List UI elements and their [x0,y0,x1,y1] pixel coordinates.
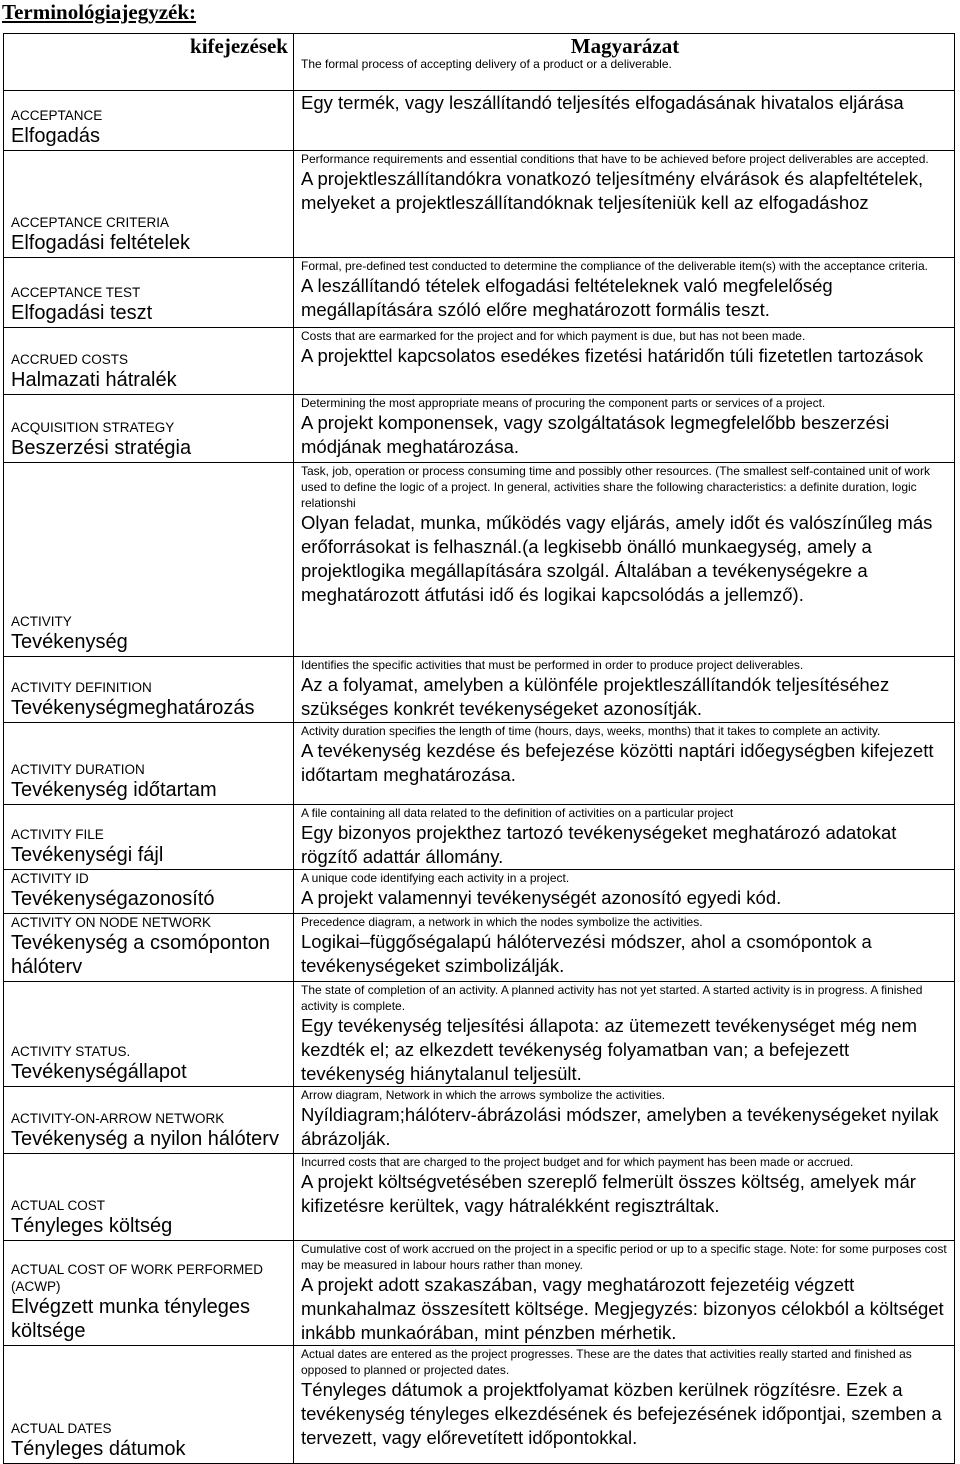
term-cell [4,91,294,151]
explanation-cell [294,982,955,1087]
explanation-english: Formal, pre-defined test conducted to determine the compliance of the deliverable item(s) with the acceptance criteria. [301,259,928,273]
term-cell [4,463,294,657]
explanation-hungarian: A tevékenység kezdése és befejezése közötti naptári időegységben kifejezett időtartam meghatározása. [301,740,934,785]
explanation-english: The state of completion of an activity. A planned activity has not yet started. A started activity is in progress. A finished activity is complete. [301,983,923,1013]
explanation-hungarian: Egy termék, vagy leszállítandó teljesítés elfogadásának hivatalos eljárása [301,92,904,113]
explanation-cell [294,328,955,395]
glossary-row [4,328,955,395]
explanation-cell [294,1241,955,1346]
first-explanation-en: The formal process of accepting delivery of a product or a deliverable. [301,57,672,71]
explanation-hungarian: Logikai–függőségalapú hálótervezési módszer, ahol a csomópontok a tevékenységeket szimbolizálják. [301,931,872,976]
explanation-hungarian: A projekt adott szakaszában, vagy meghatározott fejezetéig végzett munkahalmaz összesített költsége. Megjegyzés: bizonyos célokból a költséget inkább munkaórában, mint pénzben mérhetik. [301,1274,944,1343]
term-hungarian: Tevékenységmeghatározás [11,697,255,719]
explanation-cell [294,805,955,870]
term-hungarian: Elvégzett munka tényleges költsége [11,1296,251,1342]
explanation-hungarian: A leszállítandó tételek elfogadási feltételeknek való megfelelőség megállapítására szóló előre meghatározott formális teszt. [301,275,833,320]
glossary-row [4,395,955,463]
explanation-english: Task, job, operation or process consuming time and possibly other resources. (The smallest self-contained unit of work used to define the logic of a project. In general, activities share the following characteristics: a definite duration, logic relationshi [301,464,930,510]
term-cell [4,151,294,258]
explanation-cell [294,1087,955,1154]
term-hungarian: Tevékenység időtartam [11,779,217,801]
explanation-cell [294,914,955,982]
term-cell [4,1346,294,1464]
term-hungarian: Tevékenységazonosító [11,888,215,910]
term-english: ACTUAL DATES [11,1421,112,1436]
explanation-cell [294,395,955,463]
explanation-english: Performance requirements and essential conditions that have to be achieved before project deliverables are accepted. [301,152,929,166]
glossary-row [4,1087,955,1154]
term-english: ACQUISITION STRATEGY [11,420,175,435]
term-hungarian: Elfogadási teszt [11,302,153,324]
explanation-hungarian: A projektleszállítandókra vonatkozó teljesítmény elvárások és alapfeltételek, melyeket a projektleszállítandóknak teljesíteniük kell az elfogadáshoz [301,168,924,213]
term-english: ACCEPTANCE TEST [11,285,141,300]
glossary-row [4,91,955,151]
explanation-english: Costs that are earmarked for the project and for which payment is due, but has not been made. [301,329,806,343]
term-hungarian: Tevékenység a nyilon hálóterv [11,1128,279,1150]
explanation-header-label: Magyarázat [570,34,680,58]
term-cell [4,805,294,870]
term-cell [4,870,294,914]
term-hungarian: Tevékenységi fájl [11,844,164,866]
explanation-hungarian: Az a folyamat, amelyben a különféle projektleszállítandók teljesítéséhez szükséges konkrét tevékenységeket azonosítják. [301,674,890,719]
explanation-english: A unique code identifying each activity in a project. [301,871,570,885]
glossary-row [4,657,955,723]
explanation-cell [294,657,955,723]
glossary-row [4,805,955,870]
term-hungarian: Elfogadás [11,125,100,147]
term-cell [4,1087,294,1154]
term-cell [4,328,294,395]
explanation-hungarian: Egy tevékenység teljesítési állapota: az ütemezett tevékenységet még nem kezdték el; az elkezdett tevékenység folyamatban van; a befejezett tevékenység hiánytalanul teljesült. [301,1015,917,1084]
explanation-english: Arrow diagram, Network in which the arrows symbolize the activities. [301,1088,666,1102]
explanation-english: Activity duration specifies the length of time (hours, days, weeks, months) that it takes to complete an activity. [301,724,881,738]
term-hungarian: Elfogadási feltételek [11,232,191,254]
term-cell [4,982,294,1087]
term-english: ACTIVITY FILE [11,827,104,842]
glossary-row [4,1241,955,1346]
term-cell [4,1154,294,1241]
term-english: ACCRUED COSTS [11,352,129,367]
term-english: ACTUAL COST [11,1198,106,1213]
term-cell [4,1241,294,1346]
explanation-cell [294,870,955,914]
term-english: ACTIVITY ON NODE NETWORK [11,915,212,930]
glossary-row [4,914,955,982]
term-english: ACTIVITY [11,614,72,629]
glossary-row [4,1154,955,1241]
explanation-hungarian: Egy bizonyos projekthez tartozó tevékenységeket meghatározó adatokat rögzítő adattár állomány. [301,822,897,867]
glossary-row [4,1346,955,1464]
explanation-cell [294,1346,955,1464]
term-hungarian: Tevékenység [11,631,128,653]
term-hungarian: Tevékenységállapot [11,1061,187,1083]
term-hungarian: Halmazati hátralék [11,369,177,391]
explanation-english: Actual dates are entered as the project progresses. These are the dates that activities really started and finished as opposed to planned or projected dates. [301,1347,912,1377]
term-hungarian: Tényleges költség [11,1215,173,1237]
glossary-table [3,33,955,1464]
term-cell [4,914,294,982]
glossary-row [4,982,955,1087]
term-hungarian: Beszerzési stratégia [11,437,192,459]
term-english: ACTIVITY STATUS. [11,1044,131,1059]
glossary-row [4,463,955,657]
term-hungarian: Tényleges dátumok [11,1438,186,1460]
page-title: Terminológiajegyzék: [2,0,197,24]
explanation-cell [294,151,955,258]
explanation-hungarian: A projekt költségvetésében szereplő felmerült összes költség, amelyek már kifizetésre kerültek, vagy hátralékként regisztráltak. [301,1171,916,1216]
glossary-row [4,723,955,805]
header-row [4,34,955,91]
explanation-hungarian: A projekttel kapcsolatos esedékes fizetési határidőn túli fizetetlen tartozások [301,345,924,366]
explanation-english: Cumulative cost of work accrued on the project in a specific period or up to a specific stage. Note: for some purposes cost may be measured in labour hours rather than money. [301,1242,947,1272]
term-english: ACTIVITY-ON-ARROW NETWORK [11,1111,225,1126]
term-english: ACTIVITY DURATION [11,762,145,777]
glossary-row [4,151,955,258]
term-hungarian: Tevékenység a csomóponton hálóterv [11,932,271,978]
explanation-hungarian: A projekt komponensek, vagy szolgáltatások legmegfelelőbb beszerzési módjának meghatározása. [301,412,890,457]
term-english: ACTUAL COST OF WORK PERFORMED (ACWP) [11,1262,264,1294]
term-english: ACTIVITY ID [11,871,89,886]
explanation-hungarian: Olyan feladat, munka, működés vagy eljárás, amely időt és valószínűleg más erőforrásokat is felhasznál.(a legkisebb önálló munkaegység, amely a projektlogika megállapítására szolgál. Általában a tevékenységekre a meghatározott átfutási idő és logikai kapcsolódás a jellemző). [301,512,933,605]
term-cell [4,723,294,805]
term-cell [4,258,294,328]
term-cell [4,657,294,723]
explanation-english: Determining the most appropriate means of procuring the component parts or services of a project. [301,396,826,410]
term-english: ACTIVITY DEFINITION [11,680,152,695]
explanation-cell [294,258,955,328]
explanation-cell [294,91,955,151]
explanation-cell [294,723,955,805]
explanation-english: Precedence diagram, a network in which the nodes symbolize the activities. [301,915,703,929]
explanation-header [294,34,955,91]
term-cell [4,395,294,463]
explanation-english: Identifies the specific activities that must be performed in order to produce project deliverables. [301,658,804,672]
term-english: ACCEPTANCE [11,108,103,123]
explanation-hungarian: A projekt valamennyi tevékenységét azonosító egyedi kód. [301,887,782,908]
explanation-cell [294,1154,955,1241]
terms-header: kifejezések [4,34,294,91]
explanation-english: Incurred costs that are charged to the project budget and for which payment has been made or accrued. [301,1155,854,1169]
explanation-hungarian: Tényleges dátumok a projektfolyamat közben kerülnek rögzítésre. Ezek a tevékenység tényleges elkezdésének és befejezésének időpontjai, szemben a tervezett, vagy előrevetített időpontokkal. [301,1379,942,1448]
glossary-row [4,870,955,914]
glossary-row [4,258,955,328]
explanation-cell [294,463,955,657]
term-english: ACCEPTANCE CRITERIA [11,215,170,230]
explanation-english: A file containing all data related to the definition of activities on a particular project [301,806,734,820]
explanation-hungarian: Nyíldiagram;hálóterv-ábrázolási módszer, amelyben a tevékenységeket nyilak ábrázolják. [301,1104,939,1149]
